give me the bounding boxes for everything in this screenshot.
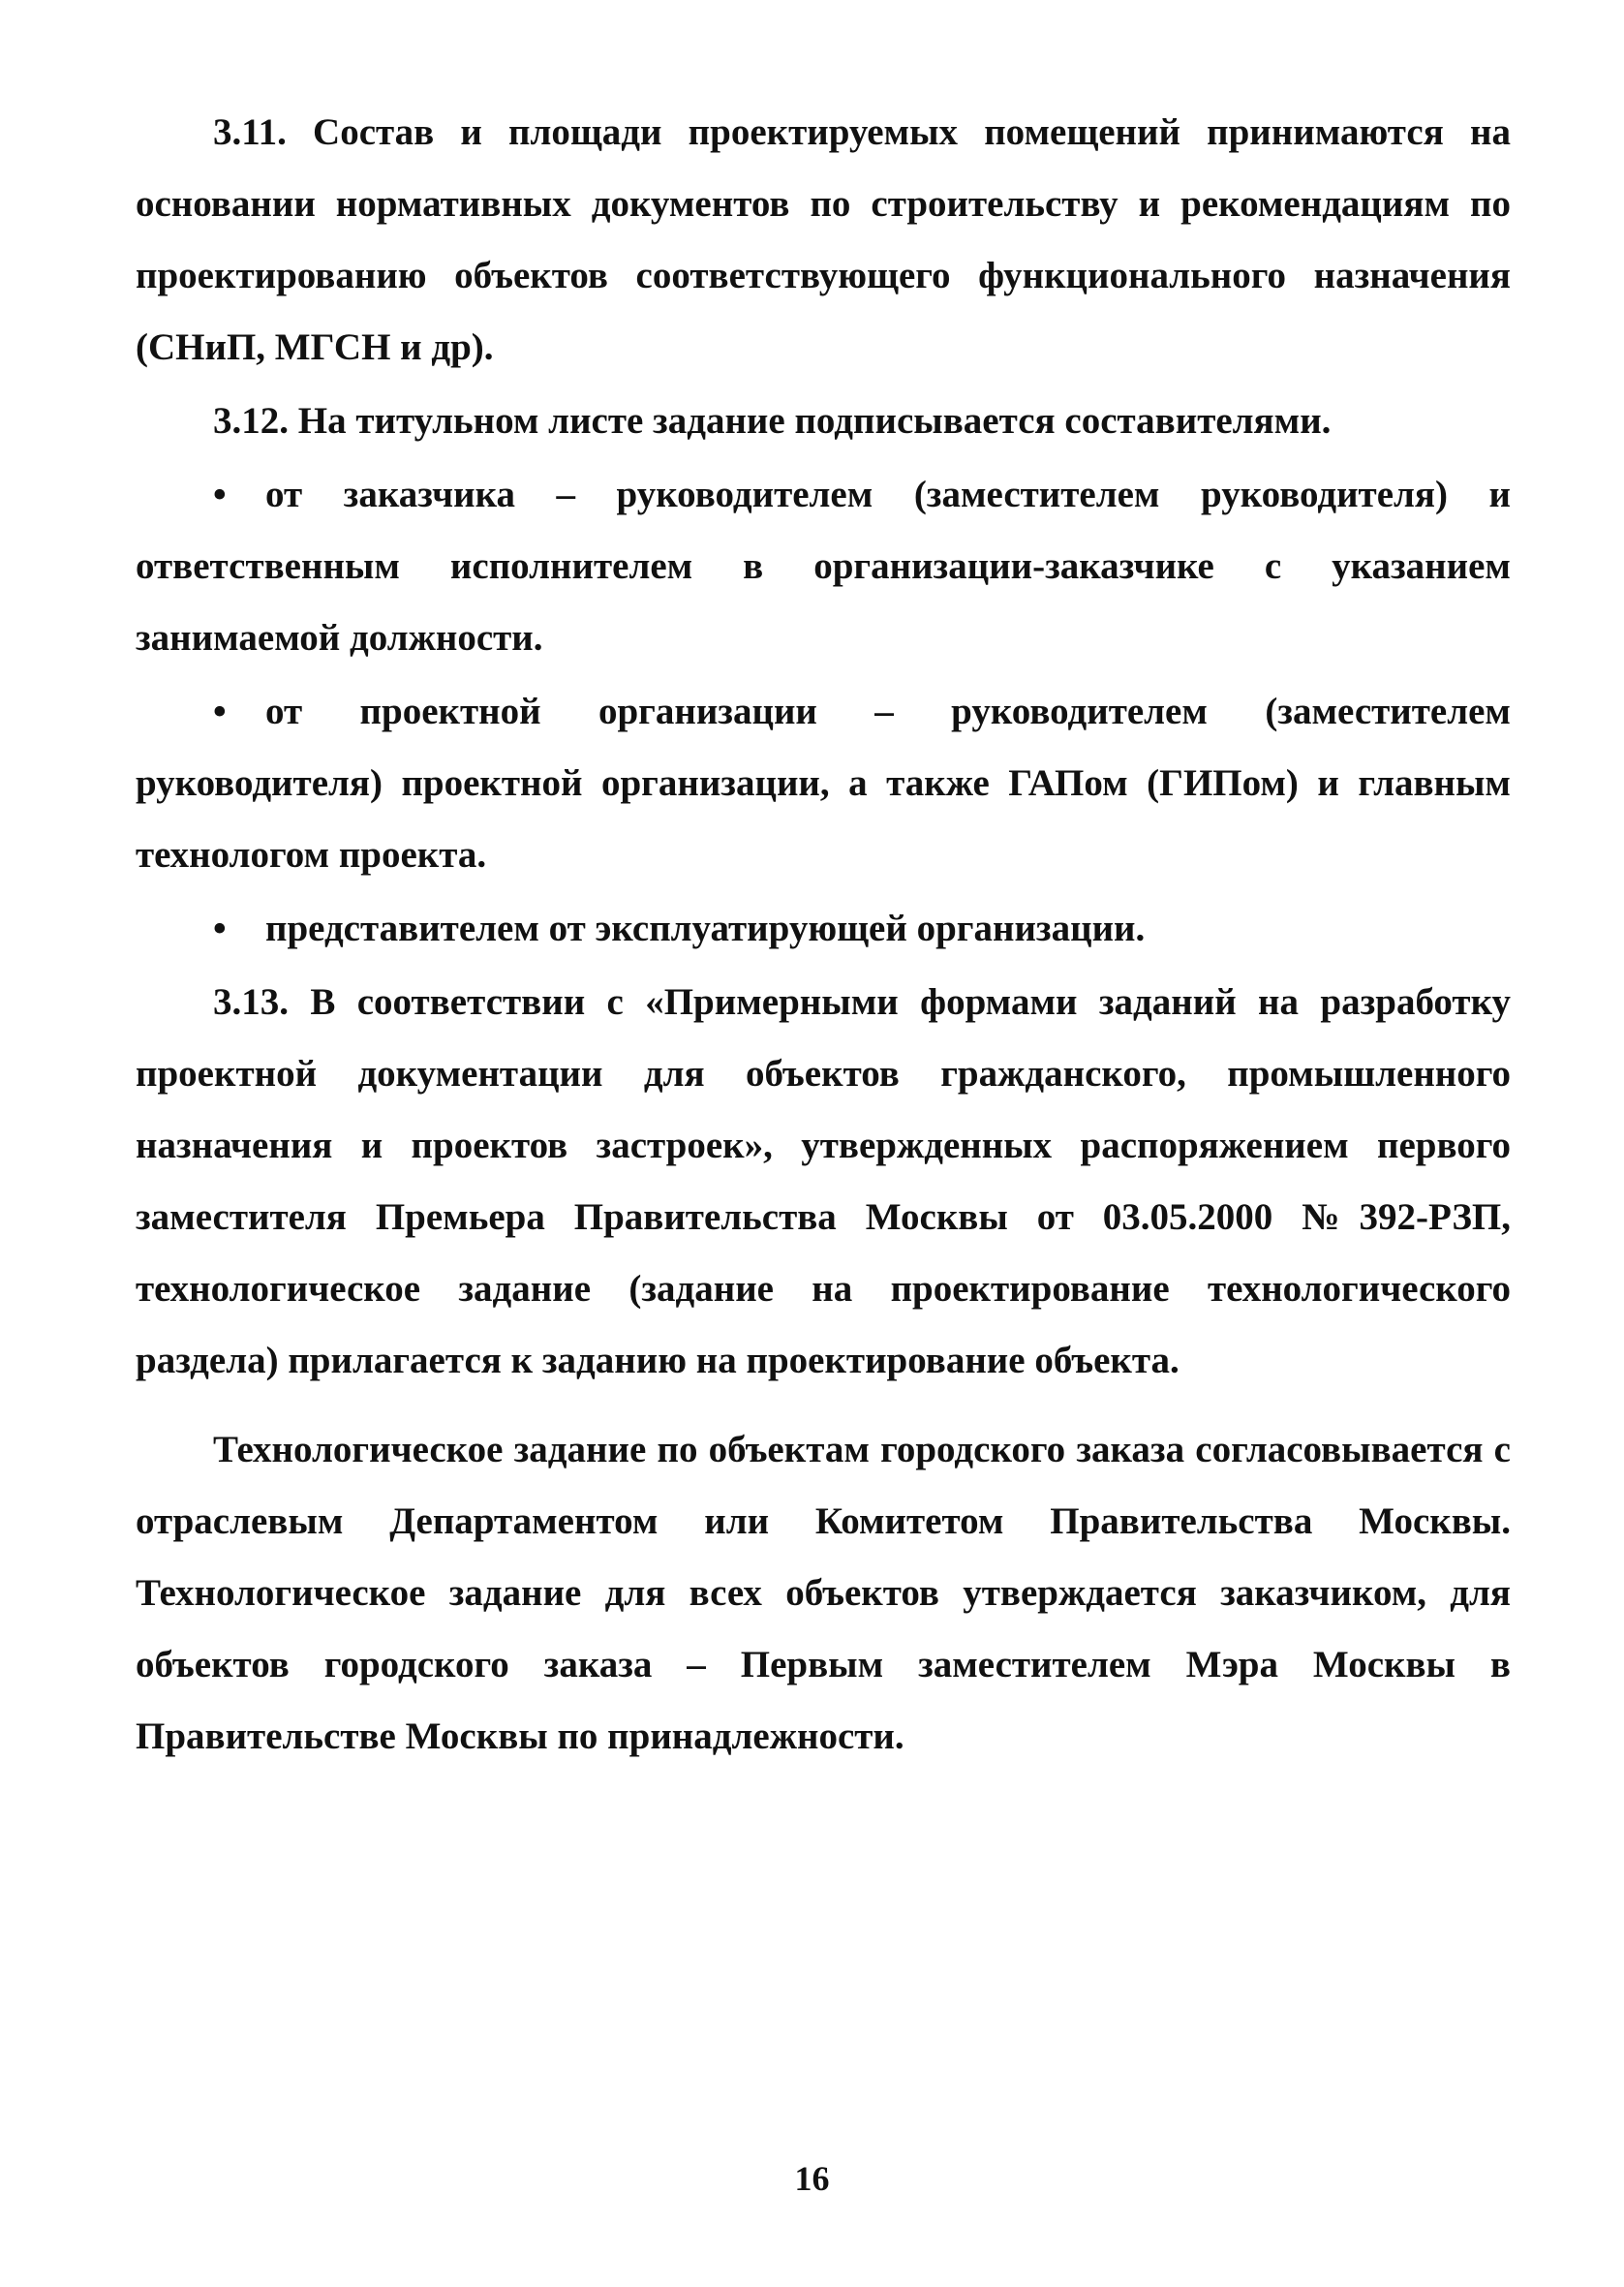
bullet-icon: • xyxy=(213,908,227,949)
page-number: 16 xyxy=(794,2159,830,2198)
bullet-item-operator xyxy=(136,893,1511,965)
paragraph-3-12: 3.12. На титульном листе задание подписывается составителями. xyxy=(213,400,1332,442)
paragraph-technological-task: Технологическое задание по объектам городского заказа согласовывается с отраслевым Департаментом или Комитетом Правительства Москвы. Технологическое задание для всех объектов утверждается заказчиком, для объектов городского заказа – Первым заместителем Мэра Москвы в Правительстве Москвы по принадлежности. xyxy=(136,1429,1511,1757)
paragraph-3-11: 3.11. Состав и площади проектируемых помещений принимаются на основании нормативных документов по строительству и рекомендациям по проектированию объектов соответствующего функционального назначения (СНиП, МГСН и др). xyxy=(136,111,1511,368)
bullet-text: от заказчика – руководителем (заместителем руководителя) и ответственным исполнителем в организации-заказчике с указанием занимаемой должности. xyxy=(136,474,1511,659)
document-body xyxy=(136,97,1511,1773)
bullet-item-design-org xyxy=(136,676,1511,891)
bullet-text: представителем от эксплуатирующей организации. xyxy=(265,908,1146,949)
bullet-text: от проектной организации – руководителем (заместителем руководителя) проектной организации, а также ГАПом (ГИПом) и главным технологом проекта. xyxy=(136,691,1511,876)
paragraph-3-13: 3.13. В соответствии с «Примерными формами заданий на разработку проектной документации для объектов гражданского, промышленного назначения и проектов застроек», утвержденных распоряжением первого заместителя Премьера Правительства Москвы от 03.05.2000 №392-РЗП, технологическое задание (задание на проектирование технологического раздела) прилагается к заданию на проектирование объекта. xyxy=(136,981,1511,1381)
bullet-icon: • xyxy=(213,691,227,732)
bullet-icon: • xyxy=(213,474,227,515)
bullet-item-customer xyxy=(136,459,1511,674)
